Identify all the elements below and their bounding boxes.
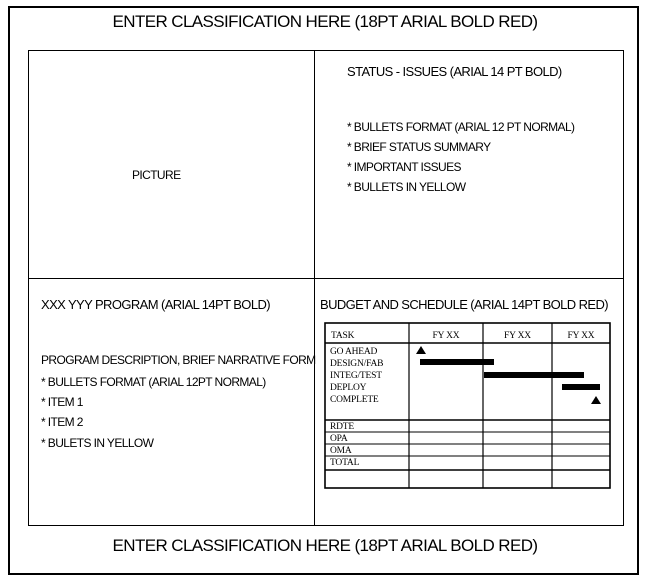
gantt-bar-design-fab [420, 359, 494, 365]
table-header-fy: FY XX [432, 331, 460, 341]
program-line: * ITEM 1 [41, 395, 83, 409]
gantt-bar-integ-test [484, 372, 584, 378]
picture-placeholder: PICTURE [132, 168, 181, 182]
budget-row-label: TOTAL [330, 458, 360, 468]
classification-banner-top: ENTER CLASSIFICATION HERE (18PT ARIAL BOLD RED) [112, 12, 538, 31]
gantt-bar-deploy [562, 384, 600, 390]
program-line: * BULLETS FORMAT (ARIAL 12PT NORMAL) [41, 375, 266, 389]
status-bullet: * IMPORTANT ISSUES [347, 160, 461, 174]
table-header-fy: FY XX [504, 331, 531, 341]
classification-banner-bottom: ENTER CLASSIFICATION HERE (18PT ARIAL BOLD RED) [112, 536, 538, 555]
status-bullet: * BULLETS FORMAT (ARIAL 12 PT NORMAL) [347, 120, 575, 134]
task-label: INTEG/TEST [330, 371, 382, 381]
status-heading: STATUS - ISSUES (ARIAL 14 PT BOLD) [347, 64, 562, 79]
table-header-task: TASK [331, 331, 355, 341]
table-header-fy: FY XX [567, 331, 595, 341]
budget-row-label: OPA [330, 434, 348, 444]
task-label: DEPLOY [330, 383, 367, 393]
task-label: COMPLETE [330, 395, 379, 405]
complete-milestone-icon [591, 396, 601, 404]
program-line: PROGRAM DESCRIPTION, BRIEF NARRATIVE FORM [41, 353, 316, 367]
task-label: DESIGN/FAB [330, 359, 384, 369]
program-line: * ITEM 2 [41, 415, 83, 429]
status-bullet: * BULLETS IN YELLOW [347, 180, 466, 194]
program-line: * BULETS IN YELLOW [41, 436, 154, 450]
program-heading: XXX YYY PROGRAM (ARIAL 14PT BOLD) [41, 297, 270, 312]
status-bullet: * BRIEF STATUS SUMMARY [347, 140, 491, 154]
task-label: GO AHEAD [330, 347, 378, 357]
go-ahead-milestone-icon [416, 346, 426, 354]
budget-row-label: OMA [330, 446, 352, 456]
budget-heading: BUDGET AND SCHEDULE (ARIAL 14PT BOLD RED) [320, 297, 608, 312]
budget-row-label: RDTE [330, 422, 355, 432]
